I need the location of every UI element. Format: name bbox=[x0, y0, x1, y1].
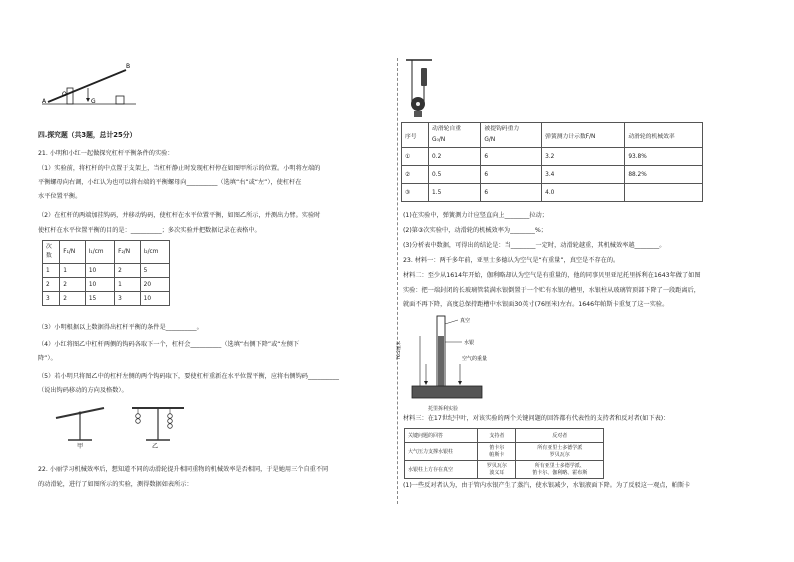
yi-right-weight bbox=[168, 424, 173, 429]
q23-m2a: 材料二：至少从1614年开始，伽利略却认为空气是有重量的，他的同事贝里亚尼托里拆利在1643年做了如图 bbox=[403, 272, 701, 279]
table-cell: ② bbox=[402, 166, 429, 184]
q22-line2: 的动滑轮，进行了如图所示的实验，测得数据如表所示： bbox=[38, 481, 193, 488]
table-cell: 3 bbox=[43, 292, 60, 306]
label-mercury: 水银 bbox=[464, 340, 475, 346]
q22-line1: 22. 小丽学习机械效率后，想知道不同的动滑轮提升相同重物的机械效率是否相同，于是她用三个自重不同 bbox=[38, 466, 329, 473]
q21-p3: （3）小明根据以上数据得出杠杆平衡的条件是__________。 bbox=[38, 324, 203, 331]
torricelli-diagram bbox=[397, 314, 514, 404]
table-cell bbox=[625, 184, 703, 202]
fig-label-jia: 甲 bbox=[77, 443, 84, 450]
table-row bbox=[405, 443, 604, 461]
q23-bottom: (1)一些反对者认为，由于管内水银产生了蒸汽，使水银减少，水银液面下降。为了反驳这一观点，帕斯卡 bbox=[403, 482, 691, 489]
lever-figure-yi bbox=[128, 398, 188, 448]
spring-scale bbox=[421, 68, 427, 86]
down-arrow-icon bbox=[458, 381, 462, 385]
fig-label-yi: 乙 bbox=[152, 443, 159, 450]
table-cell: 大气压力支撑水银柱 bbox=[405, 443, 478, 461]
weight-arrow-icon bbox=[86, 98, 90, 102]
table-cell: 10 bbox=[85, 278, 114, 292]
q21-p2a: （2）在杠杆的两端加挂钩码，并移动钩码，使杠杆在水平位置平衡，如图乙所示，并测出力臂。实验时 bbox=[38, 212, 321, 219]
table-cell: 0.2 bbox=[429, 148, 481, 166]
table-cell: 1.5 bbox=[429, 184, 481, 202]
label-o: O bbox=[62, 91, 67, 98]
table-row bbox=[402, 184, 703, 202]
table-cell: 20 bbox=[140, 278, 169, 292]
header-cell: 次 数 bbox=[43, 241, 60, 264]
table-cell: 15 bbox=[85, 292, 114, 306]
q23-title: 23. 材料一：两千多年前，亚里士多德认为空气是“有重量”，真空是不存在的。 bbox=[403, 257, 620, 264]
label-g: G bbox=[91, 98, 96, 105]
column-divider bbox=[397, 58, 398, 504]
header-cell: 支持者 bbox=[478, 429, 516, 443]
table-cell: 0.5 bbox=[429, 166, 481, 184]
table-cell: 6 bbox=[481, 148, 542, 166]
header-cell: 弹簧测力计示数F/N bbox=[542, 123, 625, 148]
header-cell: F₁/N bbox=[60, 241, 86, 264]
block bbox=[116, 96, 124, 104]
pulley-axle bbox=[416, 102, 420, 106]
torricelli-caption: 托里拆利实验 bbox=[428, 406, 459, 412]
label-air-weight: 空气的重量 bbox=[462, 356, 488, 362]
table-cell: 3.4 bbox=[542, 166, 625, 184]
down-arrow-icon bbox=[424, 381, 428, 385]
table-header-row bbox=[405, 429, 604, 443]
header-cell: 动滑轮自重 G₀/N bbox=[429, 123, 481, 148]
q23-m3: 材料三：在17世纪中叶，对该实验的两个关键问题的回答都有代表性的支持者和反对者(如下表)： bbox=[403, 415, 670, 422]
yi-right-weight bbox=[168, 419, 173, 424]
table-cell: 2 bbox=[43, 278, 60, 292]
table-row bbox=[405, 461, 604, 479]
header-cell: l₁/cm bbox=[85, 241, 114, 264]
mercury-dish bbox=[412, 386, 482, 398]
table-cell: 10 bbox=[140, 292, 169, 306]
pointer-vacuum bbox=[445, 320, 458, 324]
table-cell: 1 bbox=[43, 264, 60, 278]
table-row bbox=[43, 264, 170, 278]
header-cell: 关键问题的回答 bbox=[405, 429, 478, 443]
q22-sub3: (3)分析表中数据，可得出的结论是：当________一定时，动滑轮越重，其机械效率越________。 bbox=[403, 242, 666, 249]
lever-bar bbox=[48, 70, 126, 102]
table-row bbox=[43, 278, 170, 292]
supporters-table bbox=[404, 428, 604, 479]
q21-intro: 21. 小明和小红一起做探究杠杆平衡条件的实验： bbox=[38, 150, 174, 157]
table-cell: 6 bbox=[481, 166, 542, 184]
table-cell: 笛卡尔 帕斯卡 bbox=[478, 443, 516, 461]
table-cell: 4.0 bbox=[542, 184, 625, 202]
yi-left-weight bbox=[136, 414, 141, 419]
table-row bbox=[43, 292, 170, 306]
table-cell: 罗贝瓦尔 波义耳 bbox=[478, 461, 516, 479]
q22-sub1: (1)在实验中，弹簧测力计应竖直向上________拉动； bbox=[403, 212, 548, 219]
header-cell: 序号 bbox=[402, 123, 429, 148]
label-a: A bbox=[42, 98, 47, 105]
table-cell: 2 bbox=[60, 278, 86, 292]
table-cell: ③ bbox=[402, 184, 429, 202]
label-height: 76.2厘米 bbox=[397, 340, 402, 360]
lever-diagram-top bbox=[40, 60, 140, 110]
hook-weight bbox=[414, 111, 422, 117]
q21-p1c: 水平位置平衡。 bbox=[38, 193, 82, 200]
table-cell: 所有亚里士多德学派、 笛卡尔、伽利略、霍布斯 bbox=[516, 461, 604, 479]
table-cell: 水银柱上方存在真空 bbox=[405, 461, 478, 479]
label-b: B bbox=[126, 63, 131, 70]
table-cell: 2 bbox=[115, 264, 141, 278]
q21-p4a: （4）小红将图乙中杠杆两侧的钩码各取下一个，杠杆会__________（选填“右侧下降”或“左侧下 bbox=[38, 341, 300, 348]
header-cell: l₂/cm bbox=[140, 241, 169, 264]
table-row bbox=[402, 148, 703, 166]
label-vacuum: 真空 bbox=[460, 318, 471, 324]
header-cell: 反对者 bbox=[516, 429, 604, 443]
section-title: 四.探究题（共3题，总计25分） bbox=[38, 131, 137, 139]
table-cell: 10 bbox=[85, 264, 114, 278]
table-cell: 93.8% bbox=[625, 148, 703, 166]
table-cell: 1 bbox=[115, 278, 141, 292]
q21-p1b: 平衡螺母向右调，小红认为也可以将右端的平衡螺母向__________（选填“右”或“左”），使杠杆在 bbox=[38, 179, 302, 186]
yi-right-weight bbox=[168, 414, 173, 419]
table-cell: 所有亚里士多德学派 罗贝瓦尔 bbox=[516, 443, 604, 461]
pulley-data-table bbox=[401, 122, 703, 202]
q21-p5a: （5）若小明只将图乙中的杠杆左侧的两个钩码取下，要使杠杆重新在水平位置平衡，应将右侧钩码__________ bbox=[38, 373, 339, 380]
table-cell: ① bbox=[402, 148, 429, 166]
table-cell: 88.2% bbox=[625, 166, 703, 184]
table-cell: 3 bbox=[115, 292, 141, 306]
jia-pivot bbox=[79, 412, 82, 415]
q21-p2b: 使杠杆在水平位置平衡的目的是：__________；多次实验并把数据记录在表格中。 bbox=[38, 227, 261, 234]
table-header-row bbox=[402, 123, 703, 148]
pulley-diagram bbox=[404, 58, 434, 120]
q21-p1a: （1）实验前，将杠杆的中点置于支架上，当杠杆静止时发现杠杆停在如图甲所示的位置。小明将左端的 bbox=[38, 165, 321, 172]
q21-data-table bbox=[42, 240, 170, 306]
q23-m2c: 就面不再下降，高度总保持距槽中水银面30英寸(76厘米)左右。1646年帕斯卡重复了这一实验。 bbox=[403, 301, 669, 308]
q21-p4b: 降”）。 bbox=[38, 355, 57, 362]
header-cell: 动滑轮的机械效率 bbox=[625, 123, 703, 148]
table-cell: 5 bbox=[140, 264, 169, 278]
pivot-support bbox=[67, 88, 73, 104]
yi-left-weight bbox=[136, 419, 141, 424]
table-cell: 1 bbox=[60, 264, 86, 278]
table-row bbox=[402, 166, 703, 184]
q22-sub2: (2)第③次实验中，动滑轮的机械效率为________%； bbox=[403, 227, 547, 234]
table-cell: 2 bbox=[60, 292, 86, 306]
mercury-column bbox=[438, 336, 444, 394]
header-cell: 被提钩码重力 G/N bbox=[481, 123, 542, 148]
lever-figure-jia bbox=[52, 400, 112, 448]
table-cell: 3.2 bbox=[542, 148, 625, 166]
table-header-row bbox=[43, 241, 170, 264]
table-cell: 6 bbox=[481, 184, 542, 202]
q23-m2b: 实验：把一端封闭的长玻璃管装满水银倒置于一个贮有水银的槽里，水银柱从玻璃管顶部下降了一段距离后， bbox=[403, 287, 700, 294]
header-cell: F₂/N bbox=[115, 241, 141, 264]
q21-p5b: （说出钩码移动的方向及格数）。 bbox=[38, 387, 128, 394]
